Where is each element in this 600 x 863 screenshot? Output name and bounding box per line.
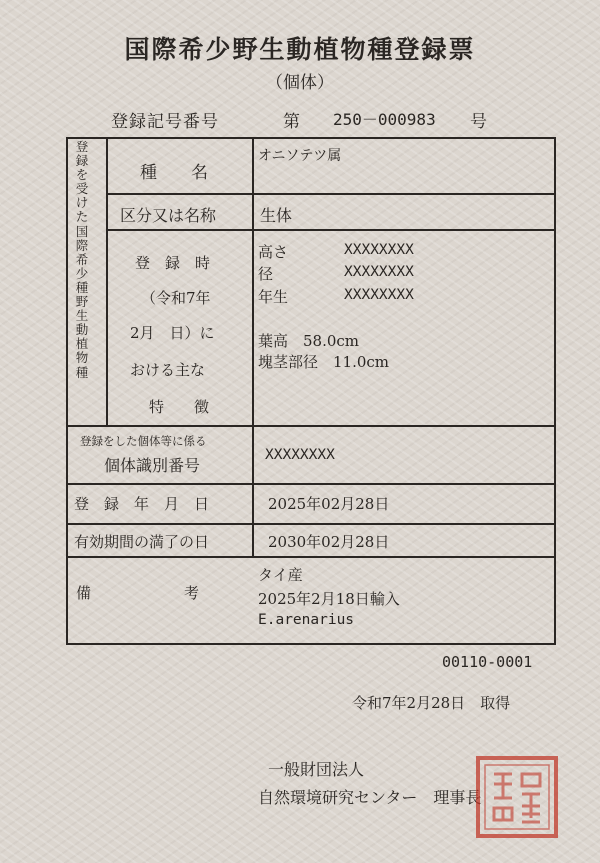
remarks-line: タイ産 <box>258 566 303 584</box>
row-divider <box>66 523 556 525</box>
registration-number-suffix: 号 <box>470 112 487 132</box>
height-label: 高さ <box>258 243 289 261</box>
category-value: 生体 <box>260 206 293 225</box>
features-label-line: （令和7年 <box>141 289 211 307</box>
individual-id-value: XXXXXXXX <box>265 447 335 463</box>
row-divider <box>66 556 556 558</box>
document-subtitle: （個体） <box>266 73 334 93</box>
leaf-height: 葉高 58.0cm <box>258 332 360 350</box>
diameter-value: XXXXXXXX <box>344 264 414 280</box>
individual-id-label: 個体識別番号 <box>104 456 201 475</box>
individual-id-label-small: 登録をした個体等に係る <box>80 434 207 448</box>
species-vertical-label: 登 録 を 受 け た 国 際 希 少 種 野 生 動 植 物 種 <box>75 139 89 380</box>
document-title: 国際希少野生動植物種登録票 <box>124 35 476 64</box>
organization-name: 自然環境研究センター 理事長 <box>258 788 482 807</box>
column-divider <box>252 483 254 556</box>
registration-number-prefix: 第 <box>283 112 300 132</box>
features-label-line: 登 録 時 <box>135 254 211 272</box>
organization-type: 一般財団法人 <box>268 760 365 779</box>
row-divider <box>107 229 555 231</box>
species-name-label: 種 名 <box>140 163 208 183</box>
registration-date-value: 2025年02月28日 <box>268 495 390 513</box>
height-value: XXXXXXXX <box>344 242 414 258</box>
age-value: XXXXXXXX <box>344 287 414 303</box>
remarks-label-2: 考 <box>184 584 200 602</box>
row-divider <box>107 193 555 195</box>
features-label-line: 2月 日）に <box>130 324 215 342</box>
tuber-diameter: 塊茎部径 11.0cm <box>258 353 390 371</box>
column-divider <box>106 137 108 426</box>
expiry-date-label: 有効期間の満了の日 <box>74 533 210 551</box>
form-code: 00110-0001 <box>442 653 533 671</box>
remarks-line: E.arenarius <box>258 612 355 628</box>
row-divider <box>66 483 556 485</box>
registration-number-label: 登録記号番号 <box>111 112 219 132</box>
registration-date-label: 登 録 年 月 日 <box>74 495 210 513</box>
diameter-label: 径 <box>258 265 274 283</box>
age-label: 年生 <box>258 288 289 306</box>
remarks-line: 2025年2月18日輸入 <box>258 590 400 608</box>
official-seal-icon <box>472 752 562 842</box>
acquisition-date: 令和7年2月28日 取得 <box>352 694 511 712</box>
features-label-line: 特 徴 <box>149 398 210 416</box>
category-label: 区分又は名称 <box>120 206 217 225</box>
features-label-line: おける主な <box>130 361 206 379</box>
column-divider <box>252 137 254 483</box>
species-name-value: オニソテツ属 <box>258 148 342 164</box>
expiry-date-value: 2030年02月28日 <box>268 533 390 551</box>
registration-number: 250－000983 <box>333 110 436 129</box>
row-divider <box>66 425 556 427</box>
remarks-label-1: 備 <box>76 584 92 602</box>
